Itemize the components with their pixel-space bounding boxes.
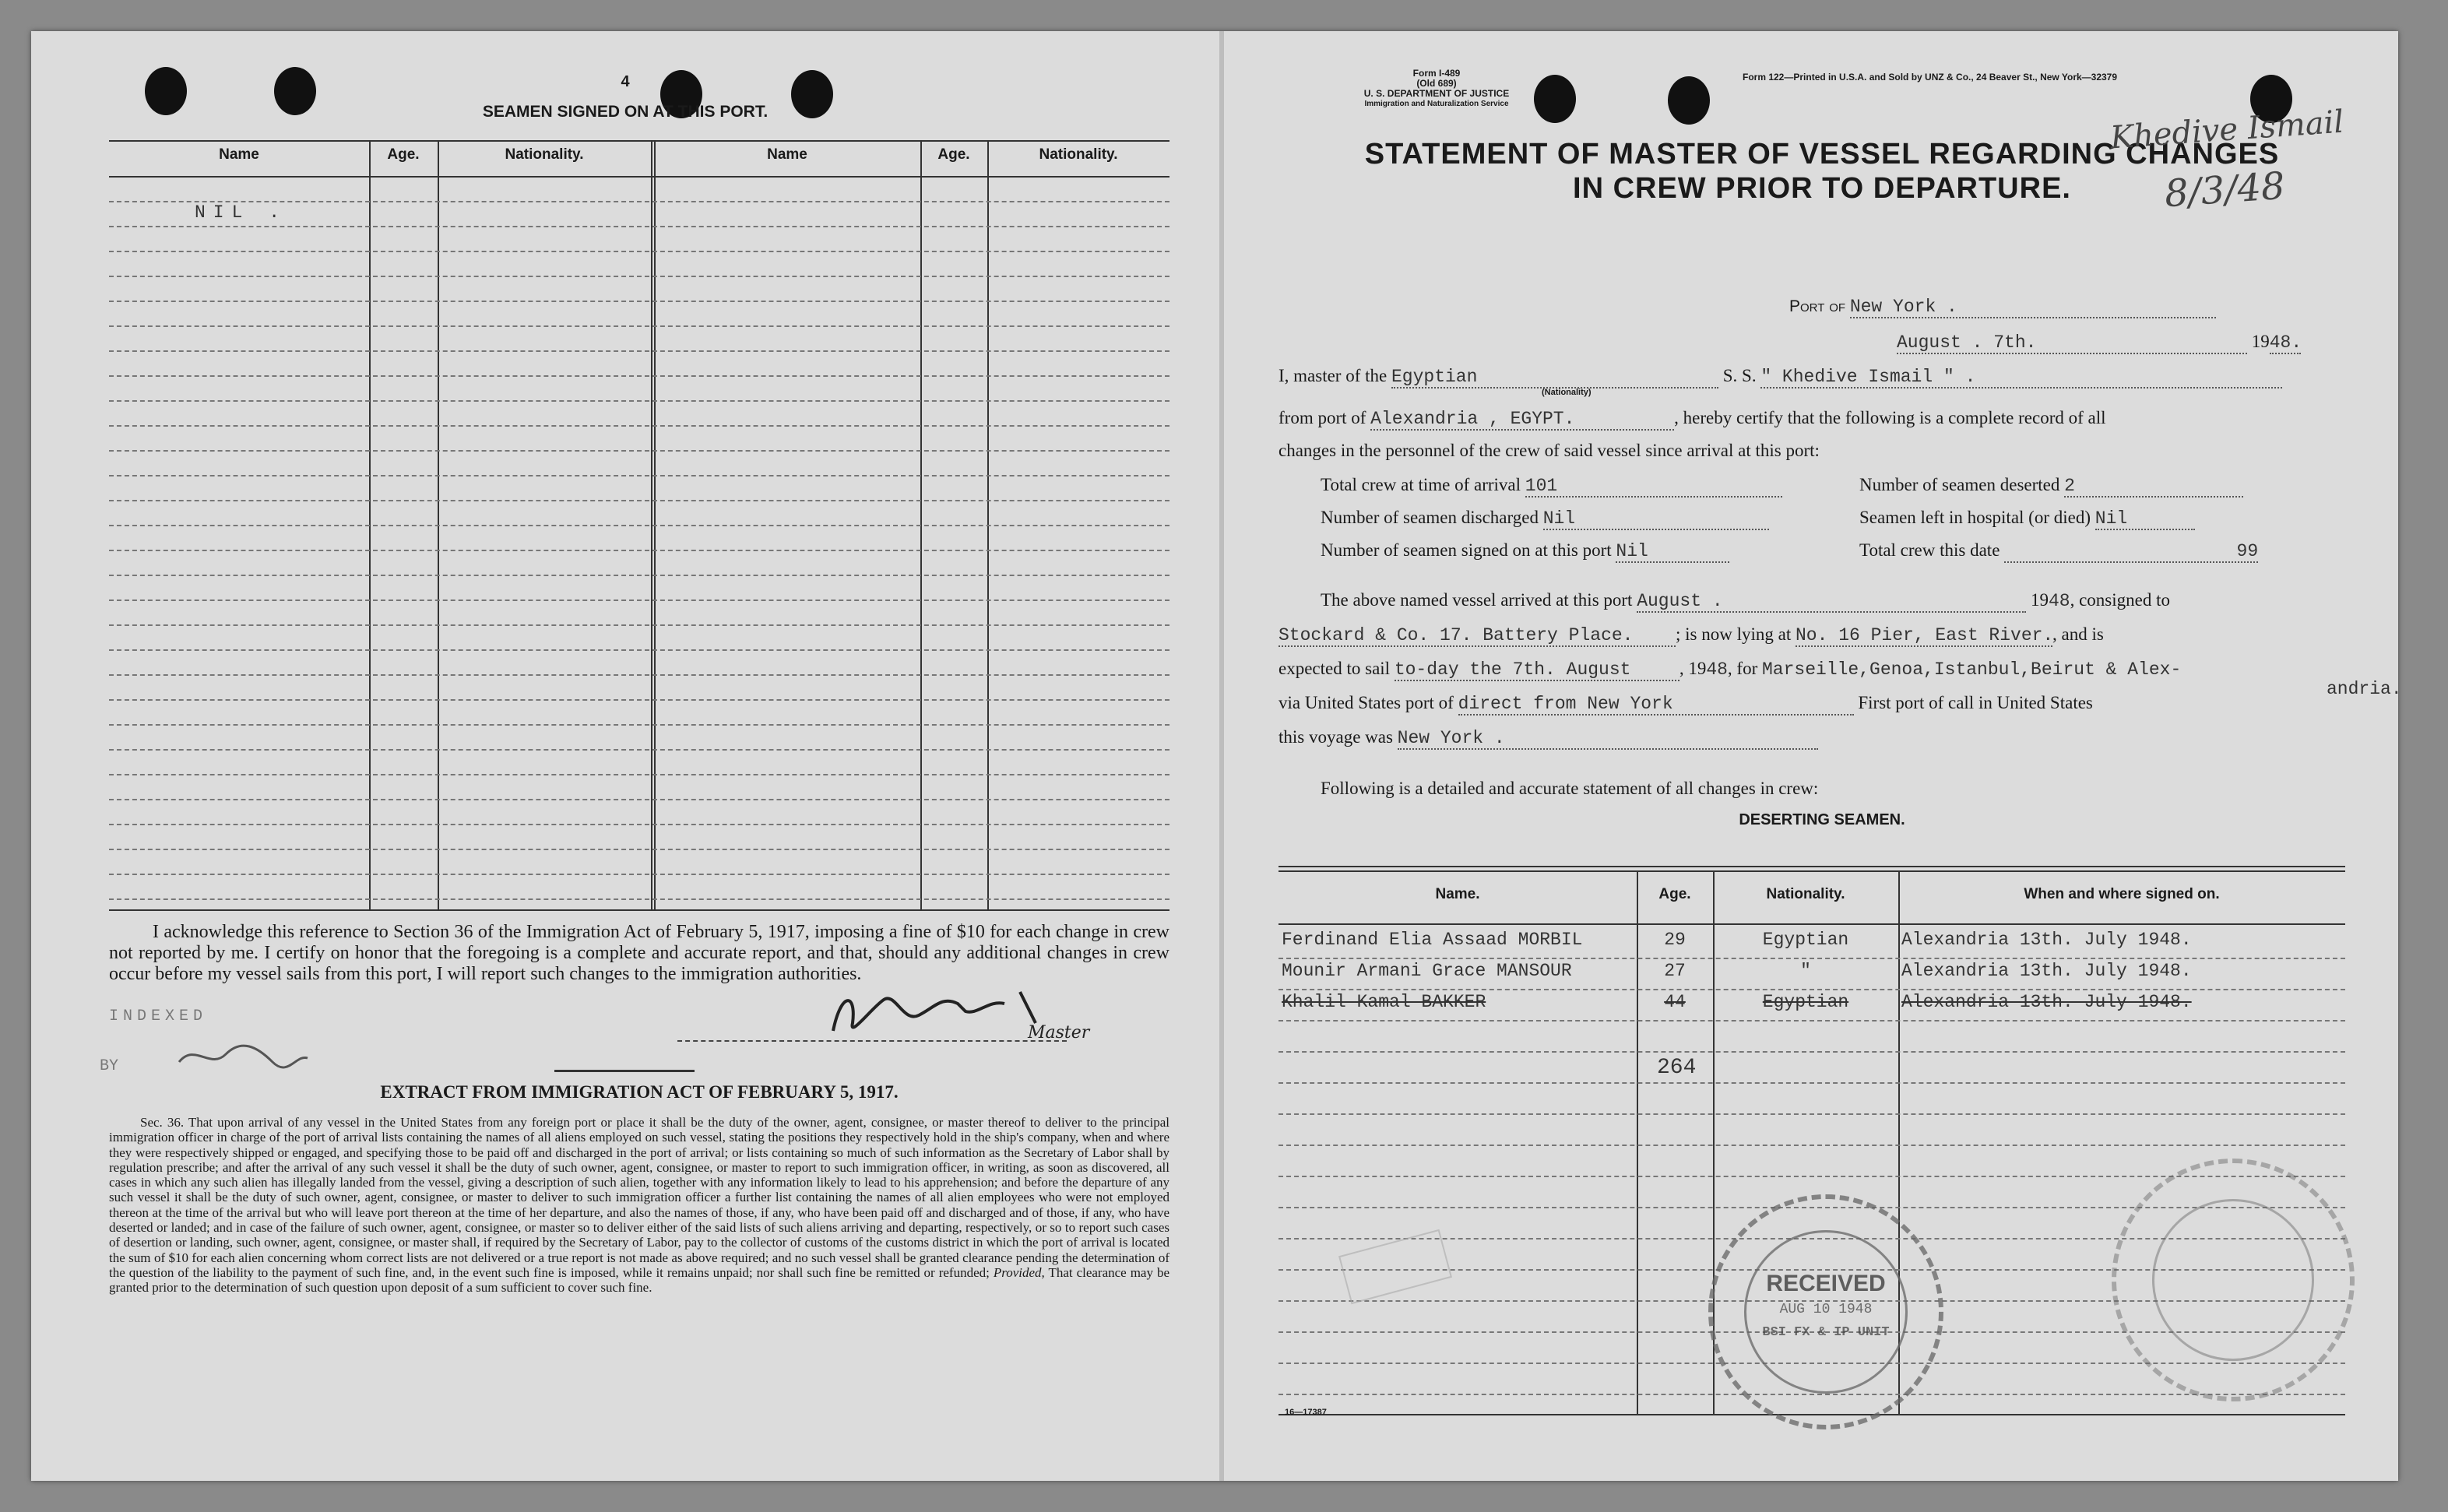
punch-hole [1534,75,1576,123]
deserting-seamen-title: DESERTING SEAMEN. [1739,811,1905,828]
deserter-age: 27 [1664,961,1686,981]
seamen-deserted: 2 [2064,476,2243,498]
destination: Marseille,Genoa,Istanbul,Beirut & Alex- [1762,659,2182,680]
deserter-age: 29 [1664,930,1686,950]
arrival-year: 48 [2048,591,2070,611]
deserter-signed-on: Alexandria 13th. July 1948. [1901,961,2192,981]
destination-continued: andria. [2327,679,2402,699]
via-port: direct from New York [1458,694,1854,716]
column-header: Name. [1435,886,1480,902]
consignee: Stockard & Co. 17. Battery Place. [1279,625,1676,647]
expected-sail-date: to-day the 7th. August [1395,659,1679,681]
printer-line: Form 122—Printed in U.S.A. and Sold by UNZ & Co., 24 Beaver St., New York—32379 [1743,72,2118,83]
deserter-nationality: Egyptian [1762,992,1849,1012]
departure-date: August . 7th. [1897,332,2247,354]
first-port-of-call: New York . [1398,728,1818,750]
table-rule [1279,958,2345,959]
table-rule [1279,1051,2345,1053]
arrival-date: August . [1637,591,2026,613]
table-rule [109,550,1169,551]
table-rule [109,400,1169,402]
following-text: Following is a detailed and accurate statement of all changes in crew: [1321,779,1819,798]
initials-signature [171,1039,311,1070]
table-rule [109,749,1169,751]
table-rule [1279,1113,2345,1115]
seamen-signed-on: Nil [1616,541,1729,563]
vessel-name: " Khedive Ismail " . [1760,367,2282,389]
indexed-stamp: INDEXED [109,1007,208,1025]
table-rule [109,251,1169,252]
deserter-signed-on: Alexandria 13th. July 1948. [1901,930,2192,950]
handwritten-date: 8/3/48 [2163,164,2287,216]
table-rule [109,201,1169,202]
from-port: Alexandria , EGYPT. [1370,409,1674,431]
table-rule [1279,1145,2345,1146]
sail-year: 48 [1706,659,1728,680]
table-rule [109,450,1169,452]
handwritten-number: 264 [1657,1056,1697,1080]
table-rule [109,699,1169,701]
deserter-nationality: Egyptian [1762,930,1849,950]
footer-code: 16—17387 [1285,1408,1327,1417]
handwritten-vessel-name: Khedive Ismail [2109,104,2345,156]
port-of-departure: New York . [1850,297,2216,318]
table-rule [109,774,1169,775]
column-header: Nationality. [1039,146,1118,163]
document-sheet: 4 SEAMEN SIGNED ON AT THIS PORT. Name Age. Nationality. Name Age. Nationality. NIL . I acknowledge this reference to Section 36 of the Immigration Act of February 5, 1917, imposing a fine of $10 for each change in crew not reported by me. I certify on honor that the foregoing is a complete and accurate report, and that, should any additional changes in crew occur before my vessel sails from this port, I will report such changes to the immigration authorities. INDEXED BY Master EXTRACT FROM IMMIGRATION ACT OF FEBRUARY 5, 1917. Sec. 36. That upon arrival of any vessel in the United States from any foreign port or place it shall be the duty of the owner, agent, consignee, or master thereof to deliver to the principal immigration officer in charge of the port of arrival lists containing the names of all aliens employed on such vessel, stating the positions they respectively hold in the ship's company, when and where they were respectively shipped or engaged, and specifying those to be paid off and discharged in the port of arrival; or lists containing so much of such information as the Secretary of Labor shall by regulation prescribe; and after the arrival of any such vessel it shall be the duty of such owner, agent, consignee, or master to report to such immigration officer, in writing, as soon as discovered, all cases in which any such alien has illegally landed from the vessel, giving a description of such alien, together with any information likely to lead to his apprehension; and before the departure of any such vessel it shall be the duty of such owner, agent, consignee, or master to deliver to such immigration officer a further list containing the names of all alien employees who were not employed thereon at the time of the arrival but who will leave port thereon at the time of her departure, and also the names of those, if any, who have been paid off and discharged and of those, if any, who have deserted or landed; and in case of the failure of such owner, agent, consignee, or master so to deliver either of the said lists of such aliens arriving and departing, respectively, or so to report such cases of desertion or landing, such owner, agent, consignee, or master shall, if required by the Secretary of Labor, pay to the collector of customs of the customs district in which the port of arrival is located the sum of $10 for each alien concerning whom correct lists are not delivered or a true report is not made as above required; and no such vessel shall be granted clearance pending the determination of the question of the liability to the payment of such fine, and, in the event such fine is imposed, while it remains unpaid; nor shall such fine be remitted or refunded; Provided, That clearance may be granted prior to the determination of such question upon deposit of a sum sufficient to cover such fine. Form I-489 (Old 689) U. S. DEPARTMENT OF JUSTICE Immigration and Naturalization Service Form 122—Printed in U.S.A. and Sold by UNZ & Co., 24 Beaver St., New York—32379 STATEMENT OF MASTER OF VESSEL REGARDING CHANGES IN CREW PRIOR TO DEPARTURE. Khedive Ismail 8/3/48 Port of New York . August . 7th. 1948. I, master of the Egyptian S. S. " Khedive Ismail " . (Nationality) from port of Alexandria , EGYPT. , hereby certify that the following is a complete record of all changes in the personnel of the crew of said vessel since arrival at this port: Total crew at time of arrival 101 Number of seamen deserted 2 Number of seamen discharged Nil Seamen left in hospital (or died) Nil Number of seamen signed on at this port Nil Total crew this date 99 The above named vessel arrived at this port August . 1948, consigned to Stockard & Co. 17. Battery Place. ; is now lying at No. 16 Pier, East River., and is expected to sail to-day the 7th. August , 1948, for Marseille,Genoa,Istanbul,Beirut & Alex- andria. via United States port of direct from New York First port of call in United States this voyage was New York . Following is a detailed and accurate statement of all changes in crew: DESERTING SEAMEN. Name. Age. Nationality. When and where signed on. Ferdinand Elia Assaad MORBIL 29 Egyptian Alexandria 13th. July 1948. Mounir Armani Grace MANSOUR 27 " Alexandria 13th. July 1948. Khalil Kamal BAKKER 44 Egyptian Alexandria 13th. July 1948. 264 RECEIVED AUG 10 1948 BSI FX & IP UNIT 16—17387 [31,31,2398,1481]
table-rule [109,325,1169,327]
deserter-nationality: " [1800,961,1811,981]
table-rule [109,624,1169,626]
deserter-name: Mounir Armani Grace MANSOUR [1282,961,1572,981]
deserter-name: Ferdinand Elia Assaad MORBIL [1282,930,1583,950]
table-rule [109,849,1169,850]
table-rule [109,600,1169,601]
table-rule [109,375,1169,377]
faded-stamp [2112,1159,2355,1401]
left-title: SEAMEN SIGNED ON AT THIS PORT. [482,103,769,121]
table-rule [109,226,1169,227]
nationality-caption: (Nationality) [1542,388,1592,397]
port-label: Port of [1789,297,1846,315]
deserter-name: Khalil Kamal BAKKER [1282,992,1486,1012]
total-crew-today: 99 [2004,541,2258,563]
seamen-discharged: Nil [1543,508,1769,530]
section-36-text: Sec. 36. That upon arrival of any vessel in the United States from any foreign port or place it shall be the duty of the owner, agent, consignee, or master thereof to deliver to the principal immigration officer in charge of the port of arrival lists containing the names of all aliens employed on such vessel, stating the positions they respectively hold in the ship's company, when and where they were respectively shipped or engaged, and specifying those to be paid off and discharged in the port of arrival; or lists containing so much of such information as the Secretary of Labor shall by regulation prescribe; and after the arrival of any such vessel it shall be the duty of such owner, agent, consignee, or master to report to such immigration officer, in writing, as soon as discovered, all cases in which any such alien has illegally landed from the vessel, giving a description of such alien, together with any information likely to lead to his apprehension; and before the departure of any such vessel it shall be the duty of such owner, agent, consignee, or master to deliver to such immigration officer a further list containing the names of all alien employees who were not employed thereon at the time of the arrival but who will leave port thereon at the time of her departure, and also the names of those, if any, who have been paid off and discharged and of those, if any, who have deserted or landed; and in case of the failure of such owner, agent, consignee, or master so to deliver either of the said lists of such aliens arriving and departing, respectively, or so to report such cases of desertion or landing, such owner, agent, consignee, or master shall, if required by the Secretary of Labor, pay to the collector of customs of the customs district in which the port of arrival is located the sum of $10 for each alien concerning whom correct lists are not delivered or a true report is not made as above required; and no such vessel shall be granted clearance pending the determination of the question of the liability to the payment of such fine, and, in the event such fine is imposed, while it remains unpaid; nor shall such fine be remitted or refunded; Provided, That clearance may be granted prior to the determination of such question upon deposit of a sum sufficient to cover such fine. [109,1115,1169,1296]
master-label: Master [1028,1023,1090,1043]
table-rule [109,874,1169,875]
changes-text: changes in the personnel of the crew of said vessel since arrival at this port: [1279,441,1820,460]
punch-hole [1668,76,1710,125]
table-rule [109,674,1169,676]
page-fold [1219,31,1224,1481]
seamen-signed-on-table [109,140,1169,911]
vessel-nationality: Egyptian [1391,367,1718,389]
table-rule [109,799,1169,800]
page-number: 4 [621,73,630,90]
berth-location: No. 16 Pier, East River. [1795,625,2054,645]
column-header: Nationality. [1766,886,1845,902]
master-signature [810,976,1059,1046]
table-rule [109,500,1169,501]
table-rule [109,824,1169,825]
column-header: Age. [1658,886,1691,902]
extract-title: EXTRACT FROM IMMIGRATION ACT OF FEBRUARY 5, 1917. [380,1082,899,1102]
by-label: BY [100,1057,119,1075]
total-crew-arrival: 101 [1525,476,1782,498]
table-rule [1279,1082,2345,1084]
received-stamp: RECEIVED AUG 10 1948 BSI FX & IP UNIT [1708,1194,1943,1429]
deserter-age: 44 [1664,992,1686,1012]
table-rule [109,649,1169,651]
seamen-hospital: Nil [2095,508,2195,530]
table-rule [109,425,1169,427]
table-rule [109,898,1169,900]
table-rule [109,301,1169,302]
table-rule [109,475,1169,476]
form-title: STATEMENT OF MASTER OF VESSEL REGARDING CHANGES IN CREW PRIOR TO DEPARTURE. [1364,138,2280,205]
table-rule [109,276,1169,277]
deserter-signed-on: Alexandria 13th. July 1948. [1901,992,2192,1012]
table-rule [109,575,1169,576]
table-rule [1279,1020,2345,1021]
column-header: Age. [937,146,970,163]
column-header: Name [767,146,807,163]
table-rule [109,350,1169,352]
nil-entry: NIL . [195,202,288,223]
table-rule [109,525,1169,526]
table-rule [109,724,1169,726]
column-header: When and where signed on. [2024,886,2220,902]
acknowledgment-text: I acknowledge this reference to Section 36 of the Immigration Act of February 5, 1917, imposing a fine of $10 for each change in crew not reported by me. I certify on honor that the foregoing is a complete and accurate report, and that, should any additional changes in crew occur before my vessel sails from this port, I will report such changes to the immigration authorities. [109,922,1169,984]
column-header: Nationality. [505,146,584,163]
table-rule [1279,989,2345,990]
form-number-block: Form I-489 (Old 689) U. S. DEPARTMENT OF JUSTICE Immigration and Naturalization Service [1363,68,1510,108]
column-header: Name [219,146,259,163]
column-header: Age. [387,146,420,163]
departure-year: 48. [2269,332,2302,353]
